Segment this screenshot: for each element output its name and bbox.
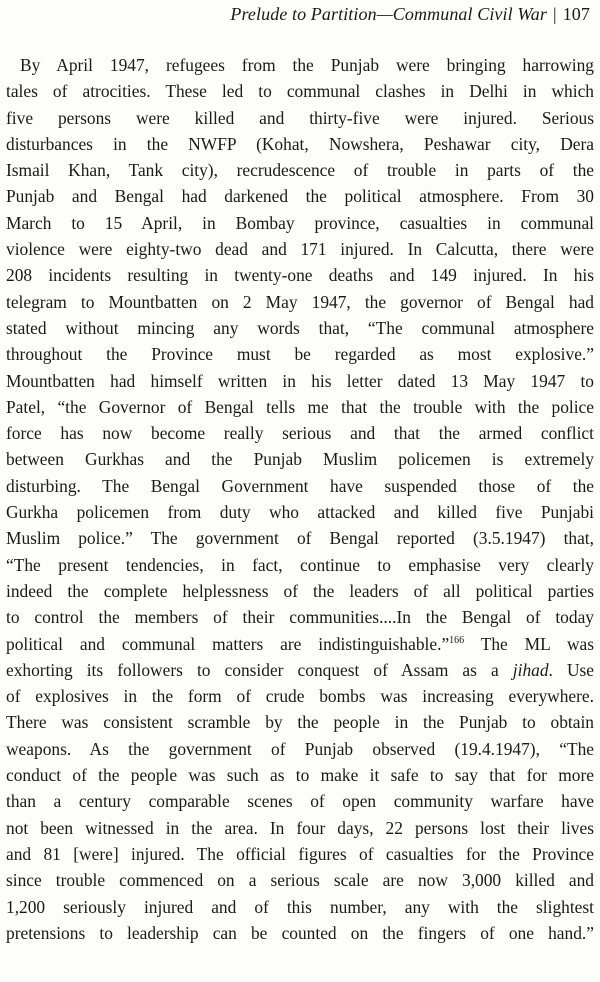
running-title: Prelude to Partition—Communal Civil War [230,4,547,24]
text-line: By April 1947, refugees from the Punjab were bringing harrowing [20,55,594,75]
text-line: to control the members of their communities....In the Bengal of today [6,607,594,628]
body-paragraph [6,52,594,946]
text-line: stated without mincing any words that, “The communal atmosphere [6,317,594,338]
text-segment: political and communal matters are indistinguishable.” [6,633,450,654]
text-line: March to 15 April, in Bombay province, casualties in communal [6,212,594,233]
text-line: Gurkha policemen from duty who attacked and killed five Punjabi [6,502,594,523]
text-line: “The present tendencies, in fact, continue to emphasise very clearly [6,554,594,575]
text-segment: The ML was [464,633,594,654]
text-line: five persons were killed and thirty-five were injured. Serious [6,107,594,128]
header-separator: | [552,4,557,24]
text-line: between Gurkhas and the Punjab Muslim policemen is extremely [6,449,594,470]
text-line: weapons. As the government of Punjab observed (19.4.1947), “The [6,738,594,759]
text-line: violence were eighty-two dead and 171 injured. In Calcutta, there were [6,239,594,260]
text-line: of explosives in the form of crude bombs was increasing everywhere. [6,686,594,707]
text-segment: exhorting its followers to consider conquest of Assam as a [6,659,499,680]
text-line: Punjab and Bengal had darkened the political atmosphere. From 30 [6,186,594,207]
text-line-with-italic [6,657,594,683]
text-line: and 81 [were] injured. The official figures of casualties for the Province [6,843,594,864]
text-line: disturbances in the NWFP (Kohat, Nowshera, Peshawar city, Dera [6,133,594,154]
text-line: not been witnessed in the area. In four days, 22 persons lost their lives [6,817,594,838]
page-number: 107 [562,4,590,24]
text-line: disturbing. The Bengal Government have suspended those of the [6,475,594,496]
text-line: Patel, “the Governor of Bengal tells me that the trouble with the police [6,396,594,417]
footnote-reference: 166 [449,634,465,646]
text-line: throughout the Province must be regarded as most explosive.” [6,344,594,365]
text-line: conduct of the people was such as to make it safe to say that for more [6,765,594,786]
text-line: 1,200 seriously injured and of this number, any with the slightest [6,896,594,917]
text-segment: . Use [548,659,594,680]
text-line: There was consistent scramble by the people in the Punjab to obtain [6,712,594,733]
text-line: Mountbatten had himself written in his letter dated 13 May 1947 to [6,370,594,391]
text-line: Ismail Khan, Tank city), recrudescence of trouble in parts of the [6,160,594,181]
text-line: indeed the complete helplessness of the leaders of all political parties [6,580,594,601]
text-line: 208 incidents resulting in twenty-one deaths and 149 injured. In his [6,265,594,286]
text-line: than a century comparable scenes of open community warfare have [6,791,594,812]
text-line: Muslim police.” The government of Bengal reported (3.5.1947) that, [6,528,594,549]
italic-term: jihad [512,659,549,680]
text-line: telegram to Mountbatten on 2 May 1947, the governor of Bengal had [6,291,594,312]
text-line: since trouble commenced on a serious scale are now 3,000 killed and [6,870,594,891]
text-line: pretensions to leadership can be counted on the fingers of one hand.” [6,922,594,943]
text-line-with-footnote [6,631,594,657]
running-header [0,4,590,25]
text-line: force has now become really serious and that the armed conflict [6,423,594,444]
text-line: tales of atrocities. These led to communal clashes in Delhi in which [6,81,594,102]
